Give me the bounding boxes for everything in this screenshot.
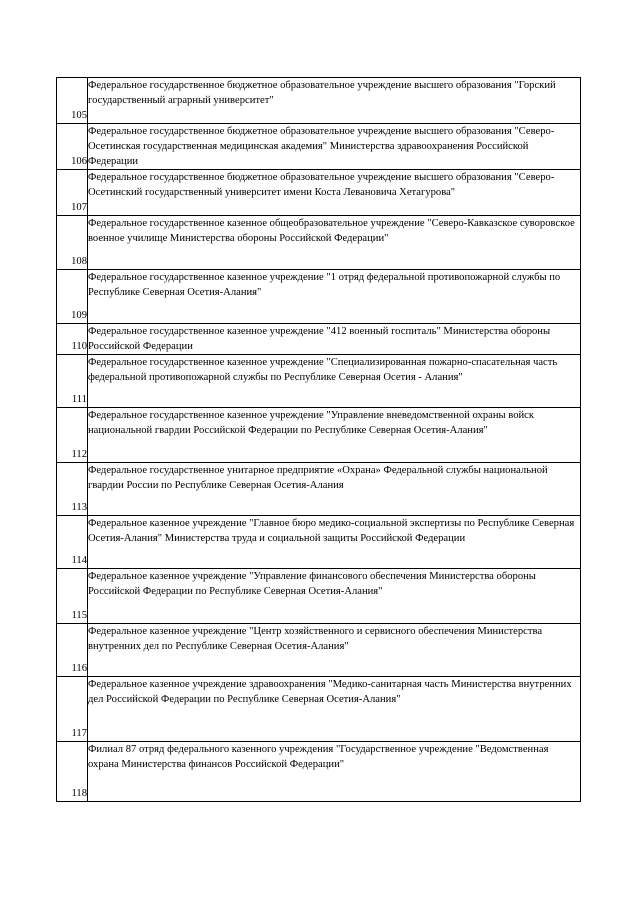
table-row [57, 324, 581, 355]
organization-name: Федеральное государственное казенное учреждение "412 военный госпиталь" Министерства обороны Российской Федерации [88, 324, 581, 355]
table-row [57, 78, 581, 124]
table-row [57, 170, 581, 216]
row-number: 107 [57, 170, 88, 216]
table-row [57, 270, 581, 324]
table-row [57, 124, 581, 170]
row-number: 110 [57, 324, 88, 355]
table-row [57, 677, 581, 742]
row-number: 108 [57, 216, 88, 270]
organization-name: Филиал 87 отряд федерального казенного учреждения "Государственное учреждение "Ведомственная охрана Министерства финансов Российской Федерации" [88, 742, 581, 802]
organization-name: Федеральное казенное учреждение "Управление финансового обеспечения Министерства обороны Российской Федерации по Республике Северная Осетия-Алания" [88, 569, 581, 624]
row-number: 118 [57, 742, 88, 802]
organization-name: Федеральное государственное казенное общеобразовательное учреждение "Северо-Кавказское суворовское военное училище Министерства обороны Российской Федерации" [88, 216, 581, 270]
organization-name: Федеральное государственное бюджетное образовательное учреждение высшего образования "Северо-Осетинский государственный университет имени Коста Левановича Хетагурова" [88, 170, 581, 216]
organization-name: Федеральное государственное казенное учреждение "Управление вневедомственной охраны войск национальной гвардии Российской Федерации по Республике Северная Осетия-Алания" [88, 408, 581, 463]
organization-name: Федеральное государственное унитарное предприятие «Охрана» Федеральной службы национальной гвардии России по Республике Северная Осетия-Алания [88, 463, 581, 516]
table-row [57, 216, 581, 270]
row-number: 106 [57, 124, 88, 170]
row-number: 115 [57, 569, 88, 624]
table-row [57, 463, 581, 516]
organization-name: Федеральное государственное казенное учреждение "Специализированная пожарно-спасательная часть федеральной противопожарной службы по Республике Северная Осетия - Алания" [88, 355, 581, 408]
row-number: 112 [57, 408, 88, 463]
organizations-table [56, 77, 581, 802]
row-number: 117 [57, 677, 88, 742]
row-number: 116 [57, 624, 88, 677]
organization-name: Федеральное казенное учреждение здравоохранения "Медико-санитарная часть Министерства внутренних дел Российской Федерации по Республике Северная Осетия-Алания" [88, 677, 581, 742]
row-number: 111 [57, 355, 88, 408]
organization-name: Федеральное государственное бюджетное образовательное учреждение высшего образования "Горский государственный аграрный университет" [88, 78, 581, 124]
organization-name: Федеральное государственное казенное учреждение "1 отряд федеральной противопожарной службы по Республике Северная Осетия-Алания" [88, 270, 581, 324]
organization-name: Федеральное казенное учреждение "Главное бюро медико-социальной экспертизы по Республике Северная Осетия-Алания" Министерства труда и социальной защиты Российской Федерации [88, 516, 581, 569]
table-row [57, 516, 581, 569]
table-row [57, 624, 581, 677]
organization-name: Федеральное государственное бюджетное образовательное учреждение высшего образования "Северо-Осетинская государственная медицинская академия" Министерства здравоохранения Российской Федерации [88, 124, 581, 170]
row-number: 109 [57, 270, 88, 324]
table-row [57, 355, 581, 408]
row-number: 105 [57, 78, 88, 124]
organization-name: Федеральное казенное учреждение "Центр хозяйственного и сервисного обеспечения Министерства внутренних дел по Республике Северная Осетия-Алания" [88, 624, 581, 677]
table-row [57, 569, 581, 624]
row-number: 113 [57, 463, 88, 516]
table-row [57, 742, 581, 802]
row-number: 114 [57, 516, 88, 569]
table-row [57, 408, 581, 463]
